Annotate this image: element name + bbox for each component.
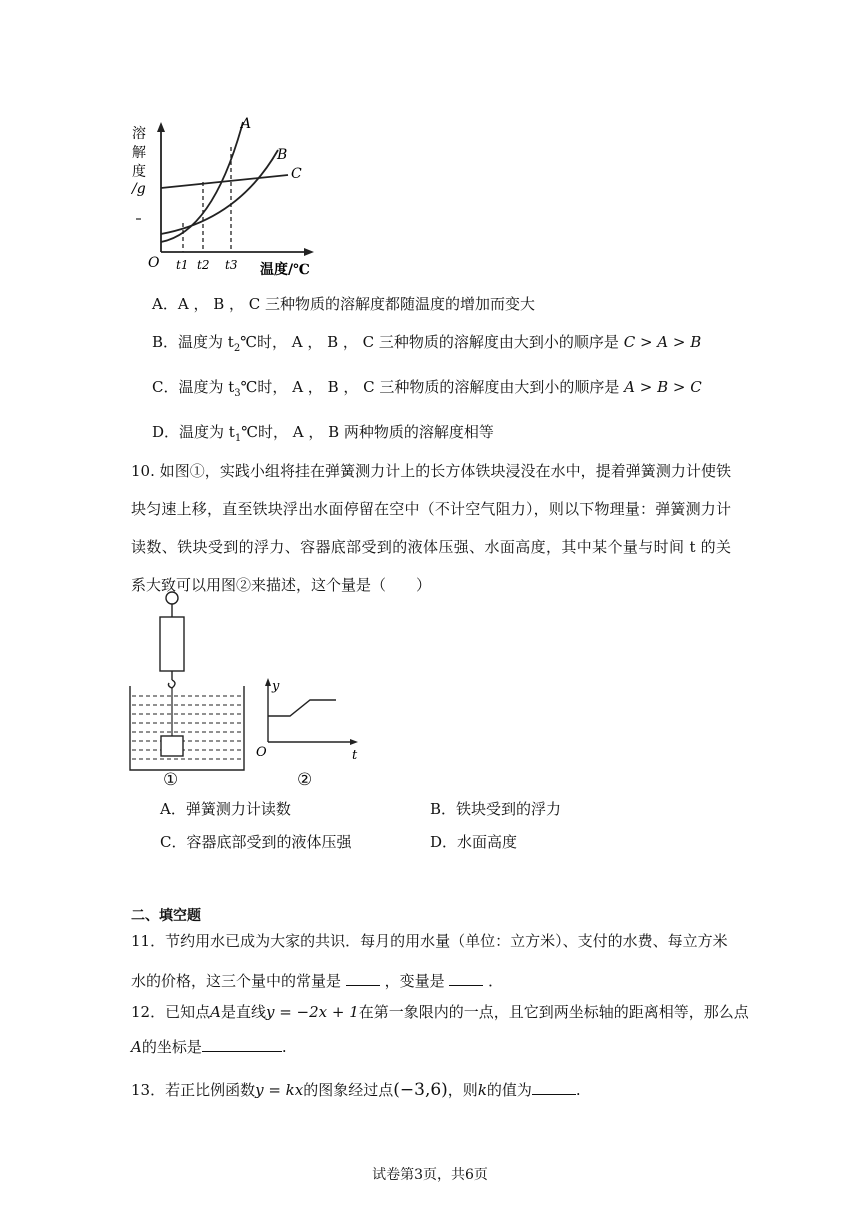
tick-t3: t3 — [225, 258, 238, 272]
answer-blank-coordinates[interactable] — [202, 1035, 282, 1052]
q10-option-c — [160, 832, 352, 852]
q10-stem — [131, 452, 731, 604]
answer-blank-constant[interactable] — [346, 969, 380, 986]
point-name: A — [210, 1003, 221, 1021]
question-text: 水的价格，这三个量中的常量是 — [131, 972, 342, 990]
y-axis-label-1: 溶 — [132, 126, 146, 142]
hook-icon — [168, 680, 175, 688]
iron-block — [161, 736, 183, 756]
tick-t1: t1 — [176, 258, 189, 272]
spring-scale-figure — [126, 588, 246, 788]
option-letter: B． — [152, 333, 179, 351]
function-expression: y = kx — [255, 1081, 304, 1099]
option-subscript: 3 — [234, 388, 241, 399]
question-text: 12．已知点 — [131, 1003, 211, 1021]
question-text: 13．若正比例函数 — [131, 1081, 256, 1099]
question-text: ． — [488, 972, 504, 990]
curve-label-a: A — [241, 116, 252, 132]
y-axis-label-4: /g — [132, 181, 146, 197]
y-axis-label-2: 解 — [132, 145, 146, 161]
x-axis-label: 温度/℃ — [260, 262, 310, 278]
page-footer: 试卷第3页，共6页 — [372, 1167, 488, 1183]
question-text: 在第一象限内的一点，且它到两坐标轴的距离相等，那么点 — [358, 1003, 749, 1021]
q9-option-b — [152, 332, 701, 359]
point-coordinates: (−3,6) — [393, 1080, 448, 1100]
option-letter: A． — [152, 295, 178, 313]
question-text: 的图象经过点 — [303, 1081, 394, 1099]
option-text: 温度为 t — [179, 423, 235, 441]
y-axis-label-3: 度 — [132, 164, 146, 180]
option-expression: A > B > C — [624, 378, 702, 396]
question-number: 10. — [131, 462, 155, 480]
q9-option-d — [152, 422, 494, 449]
answer-blank-variable[interactable] — [449, 969, 483, 986]
answer-blank-k[interactable] — [532, 1078, 576, 1095]
question-text: 的坐标是 — [141, 1038, 202, 1056]
origin-label: O — [148, 255, 160, 271]
curve-label-b: B — [277, 147, 288, 163]
option-letter: C． — [160, 833, 187, 851]
yt-graph-line — [268, 700, 336, 716]
option-subscript: 2 — [233, 343, 241, 354]
q10-option-b — [430, 799, 561, 819]
graph-x-label: t — [352, 748, 358, 763]
point-name: A — [131, 1038, 142, 1056]
option-text: A ， B ， C 三种物质的溶解度都随温度的增加而变大 — [177, 295, 536, 313]
option-text: ℃时， A ， B ， C 三种物质的溶解度由大到小的顺序是 — [240, 378, 625, 396]
question-text: 是直线 — [220, 1003, 266, 1021]
option-text: 弹簧测力计读数 — [185, 800, 291, 818]
question-text: 如图①，实践小组将挂在弹簧测力计上的长方体铁块浸没在水中，提着弹簧测力计使铁块匀速上移，直至铁块浮出水面停留在空中（不计空气阻力），则以下物理量：弹簧测力计读数、铁块受到的浮力、容器底部受到的液体压强、水面高度，其中某个量与时间 t 的关系大致可以用图②来描述，这个量是（ ） — [131, 462, 731, 594]
option-letter: D． — [430, 833, 458, 851]
option-letter: C． — [152, 378, 179, 396]
option-letter: B． — [430, 800, 457, 818]
spring-scale-body — [160, 617, 184, 671]
option-text: 容器底部受到的液体压强 — [186, 833, 352, 851]
figure-1-label: ① — [163, 770, 179, 790]
section-heading: 二、填空题 — [131, 908, 201, 924]
curve-label-c: C — [291, 166, 302, 182]
option-text: 水面高度 — [457, 833, 518, 851]
q13-line — [131, 1078, 581, 1100]
option-text: ℃时， A ， B 两种物质的溶解度相等 — [241, 423, 494, 441]
option-subscript: 1 — [234, 433, 242, 444]
water-container — [130, 686, 244, 770]
q12-line-1 — [131, 1002, 749, 1022]
q10-option-d — [430, 832, 517, 852]
q10-option-a — [160, 799, 291, 819]
q9-option-c — [152, 377, 702, 404]
tick-t2: t2 — [197, 258, 210, 272]
graph-y-label: y — [272, 679, 280, 694]
option-text: 温度为 t — [178, 333, 234, 351]
question-text: ，变量是 — [384, 972, 445, 990]
q12-line-2 — [131, 1035, 287, 1057]
graph-origin-label: O — [256, 745, 267, 760]
option-text: 铁块受到的浮力 — [456, 800, 562, 818]
option-text: ℃时， A ， B ， C 三种物质的溶解度由大到小的顺序是 — [240, 333, 624, 351]
q11-line-1: 11．节约用水已成为大家的共识．每月的用水量（单位：立方米）、支付的水费、每立方米 — [131, 932, 728, 950]
q11-line-2 — [131, 969, 503, 991]
variable-k: k — [477, 1081, 487, 1099]
q9-option-a — [152, 294, 535, 314]
question-text: 的值为 — [486, 1081, 532, 1099]
question-text: . — [575, 1081, 581, 1099]
option-letter: A． — [160, 800, 186, 818]
question-text: . — [281, 1038, 287, 1056]
option-letter: D． — [152, 423, 180, 441]
question-text: ，则 — [447, 1081, 478, 1099]
option-expression: C > A > B — [623, 333, 702, 351]
solubility-figure — [128, 112, 328, 282]
line-equation: y = −2x + 1 — [265, 1003, 359, 1021]
yt-graph-figure — [252, 670, 372, 770]
figure-2-label: ② — [297, 770, 313, 790]
option-text: 温度为 t — [178, 378, 235, 396]
